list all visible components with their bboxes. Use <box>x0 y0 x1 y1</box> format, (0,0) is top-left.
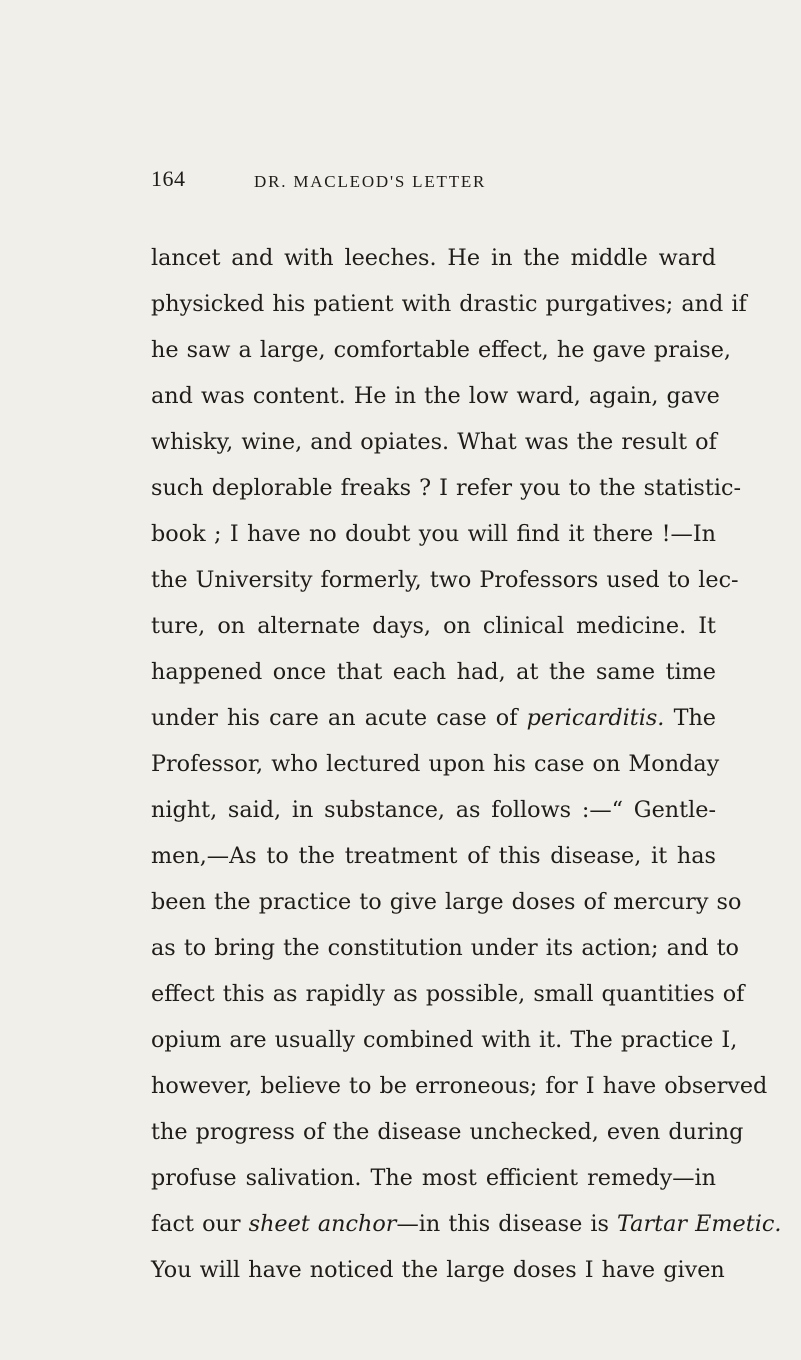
text-line <box>151 1017 738 1063</box>
text-line <box>151 971 745 1017</box>
text-line <box>151 741 720 787</box>
text-line <box>151 373 720 419</box>
text-segment: profuse salivation. The most efficient remedy—in <box>151 1165 716 1191</box>
text-line <box>151 235 716 281</box>
text-segment: whisky, wine, and opiates. What was the result of <box>151 429 717 455</box>
text-line <box>151 879 742 925</box>
text-line <box>151 327 732 373</box>
text-line <box>151 603 716 649</box>
running-head: DR. MACLEOD'S LETTER <box>254 172 487 191</box>
italic-text: pericarditis. <box>526 705 665 731</box>
text-segment: ture, on alternate days, on clinical medicine. It <box>151 613 716 639</box>
text-line <box>151 1247 725 1293</box>
text-segment: and was content. He in the low ward, again, gave <box>151 383 720 409</box>
text-segment: The <box>664 705 717 731</box>
text-segment: lancet and with leeches. He in the middle ward <box>151 245 716 271</box>
text-segment: book ; I have no doubt you will find it there !—In <box>151 521 716 547</box>
text-segment: under his care an acute case of <box>151 705 527 731</box>
text-line <box>151 925 739 971</box>
text-line <box>151 419 716 465</box>
text-segment: night, said, in substance, as follows :—“ Gentle- <box>151 797 716 823</box>
text-segment: —in this disease is <box>396 1211 618 1237</box>
text-line <box>151 833 716 879</box>
text-segment: opium are usually combined with it. The practice I, <box>151 1027 738 1053</box>
text-segment: effect this as rapidly as possible, small quantities of <box>151 981 745 1007</box>
text-segment: as to bring the constitution under its action; and to <box>151 935 739 961</box>
text-segment: happened once that each had, at the same time <box>151 659 716 685</box>
italic-text: Tartar Emetic. <box>617 1211 782 1237</box>
text-segment: he saw a large, comfortable effect, he gave praise, <box>151 337 732 363</box>
page-number: 164 <box>151 166 186 191</box>
text-segment: men,—As to the treatment of this disease, it has <box>151 843 716 869</box>
text-segment: physicked his patient with drastic purgatives; and if <box>151 291 747 317</box>
text-line <box>151 281 747 327</box>
text-line <box>151 511 716 557</box>
text-line <box>151 1155 716 1201</box>
text-line <box>151 695 716 741</box>
text-line <box>151 1201 782 1247</box>
italic-text: sheet anchor <box>248 1211 397 1237</box>
text-line <box>151 1109 744 1155</box>
text-segment: the University formerly, two Professors used to lec- <box>151 567 739 593</box>
text-segment: Professor, who lectured upon his case on Monday <box>151 751 720 777</box>
text-segment: been the practice to give large doses of mercury so <box>151 889 742 915</box>
text-line <box>151 1063 768 1109</box>
text-segment: such deplorable freaks ? I refer you to the statistic- <box>151 475 741 501</box>
text-line <box>151 465 741 511</box>
body-text <box>151 235 782 1293</box>
text-line <box>151 649 716 695</box>
text-segment: however, believe to be erroneous; for I have observed <box>151 1073 768 1099</box>
text-segment: the progress of the disease unchecked, even during <box>151 1119 744 1145</box>
text-segment: fact our <box>151 1211 249 1237</box>
text-segment: You will have noticed the large doses I have given <box>151 1257 725 1283</box>
text-line <box>151 557 739 603</box>
text-line <box>151 787 716 833</box>
